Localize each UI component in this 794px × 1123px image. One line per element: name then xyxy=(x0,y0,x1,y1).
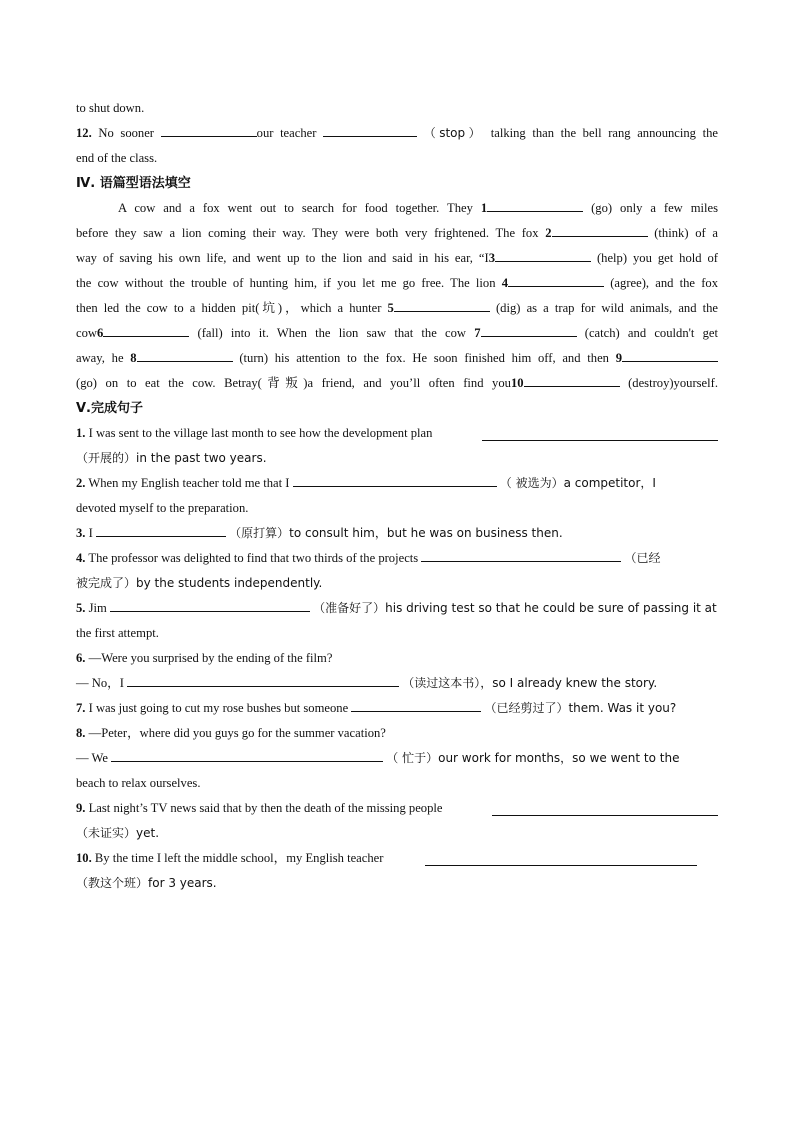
passage-line-3 xyxy=(76,246,718,271)
s5-q4-number: 4. xyxy=(76,551,86,565)
s5-q2-hint: （ 被选为）a competitor，I xyxy=(499,476,656,490)
s5-q6-line1 xyxy=(76,646,718,671)
s5-q10-line1 xyxy=(76,846,718,871)
blank-number-10: 10 xyxy=(510,376,524,390)
s5-q2-number: 2. xyxy=(76,476,86,490)
passage-blank-5[interactable] xyxy=(394,297,490,312)
passage-text: (go) on to eat the cow. Betray(背叛)a friend, and you’ll often find you xyxy=(76,376,511,390)
s5-q3-line xyxy=(76,521,718,546)
passage-text: (agree), and the fox xyxy=(610,276,719,290)
blank-number-4: 4 xyxy=(501,276,509,290)
s5-q10-number: 10. xyxy=(76,851,92,865)
q12-hint: （stop） xyxy=(423,126,485,140)
passage-blank-2[interactable] xyxy=(552,222,648,237)
s5-q1-text: I was sent to the village last month to see how the development plan xyxy=(88,426,433,440)
s5-q10-blank[interactable] xyxy=(425,851,697,866)
s5-q5-text: Jim xyxy=(88,601,107,615)
section5-title: Ⅴ.完成句子 xyxy=(76,401,143,416)
s5-q8-text: —Peter，where did you guys go for the summer vacation? xyxy=(88,726,386,740)
s5-q2-line1 xyxy=(76,471,718,496)
s5-q6-reply: — No，I xyxy=(76,676,124,690)
s5-q4-text: The professor was delighted to find that two thirds of the projects xyxy=(88,551,419,565)
s5-q6-line2 xyxy=(76,671,718,696)
s5-q1-number: 1. xyxy=(76,426,86,440)
q12-text-d: talking than the bell rang announcing the xyxy=(490,126,718,140)
q12-line1 xyxy=(76,121,718,146)
s5-q5-blank[interactable] xyxy=(110,597,310,612)
passage-text: (go) only a few miles xyxy=(591,201,719,215)
passage-line-5 xyxy=(76,296,718,321)
s5-q10-text: By the time I left the middle school，my English teacher xyxy=(94,851,384,865)
passage-text: (catch) and couldn't get xyxy=(584,326,718,340)
passage-line-1 xyxy=(76,196,718,221)
s5-q8-line3: beach to relax ourselves. xyxy=(76,776,201,790)
s5-q8-reply: — We xyxy=(76,751,108,765)
s5-q9-line1 xyxy=(76,796,718,821)
q11-tail-text: to shut down. xyxy=(76,101,145,115)
s5-q3-blank[interactable] xyxy=(96,522,226,537)
s5-q4-line1 xyxy=(76,546,718,571)
s5-q5-line2: the first attempt. xyxy=(76,626,159,640)
passage-text: then led the cow to a hidden pit(坑)，which a hunter xyxy=(76,301,382,315)
s5-q1-blank[interactable] xyxy=(482,426,718,441)
blank-number-2: 2 xyxy=(545,226,552,240)
s5-q2-line2: devoted myself to the preparation. xyxy=(76,501,249,515)
passage-text: (dig) as a trap for wild animals, and the xyxy=(495,301,718,315)
s5-q6-text: —Were you surprised by the ending of the film? xyxy=(88,651,333,665)
passage-line-2 xyxy=(76,221,718,246)
s5-q4-hint: （已经 xyxy=(624,551,661,565)
blank-number-1: 1 xyxy=(480,201,488,215)
s5-q5-number: 5. xyxy=(76,601,86,615)
s5-q8-line2 xyxy=(76,746,718,771)
passage-text: cow xyxy=(76,326,97,340)
passage-blank-8[interactable] xyxy=(137,347,233,362)
s5-q10-line2: （教这个班）for 3 years. xyxy=(76,876,217,890)
passage-text: (fall) into it. When the lion saw that the cow xyxy=(197,326,467,340)
q12-blank-2[interactable] xyxy=(323,122,417,137)
passage-blank-6[interactable] xyxy=(103,322,189,337)
s5-q3-hint: （原打算）to consult him，but he was on business then. xyxy=(229,526,563,540)
passage-text: (turn) his attention to the fox. He soon finished him off, and then xyxy=(239,351,609,365)
passage-text: (think) of a xyxy=(654,226,718,240)
q12-text-b: our teacher xyxy=(256,126,317,140)
passage-blank-4[interactable] xyxy=(508,272,604,287)
s5-q4-blank[interactable] xyxy=(421,547,621,562)
s5-q6-hint: （读过这本书），so I already knew the story. xyxy=(402,676,658,690)
passage-blank-7[interactable] xyxy=(481,322,577,337)
s5-q6-number: 6. xyxy=(76,651,86,665)
s5-q7-text: I was just going to cut my rose bushes but someone xyxy=(88,701,349,715)
s5-q7-hint: （已经剪过了）them. Was it you? xyxy=(484,701,677,715)
blank-number-8: 8 xyxy=(130,351,137,365)
passage-blank-1[interactable] xyxy=(487,197,583,212)
blank-number-3: 3 xyxy=(488,251,495,265)
passage-line-6 xyxy=(76,321,718,346)
passage-line-8 xyxy=(76,371,718,396)
q12-line2 xyxy=(76,146,718,171)
q11-continuation xyxy=(76,96,718,121)
blank-number-6: 6 xyxy=(96,326,104,340)
passage-text: (help) you get hold of xyxy=(596,251,718,265)
s5-q5-line1 xyxy=(76,596,718,621)
q12-number: 12. xyxy=(76,126,92,140)
blank-number-7: 7 xyxy=(474,326,481,340)
s5-q7-line xyxy=(76,696,718,721)
blank-number-9: 9 xyxy=(615,351,622,365)
s5-q1-line1 xyxy=(76,421,718,446)
passage-text: away, he xyxy=(76,351,124,365)
passage-text: (destroy)yourself. xyxy=(628,376,718,390)
passage-line-7 xyxy=(76,346,718,371)
passage-text: A cow and a fox went out to search for food together. They xyxy=(118,201,473,215)
passage-line-4 xyxy=(76,271,718,296)
s5-q9-text: Last night’s TV news said that by then the death of the missing people xyxy=(88,801,443,815)
s5-q3-number: 3. xyxy=(76,526,86,540)
q12-text-e: end of the class. xyxy=(76,151,158,165)
worksheet-page xyxy=(76,96,718,896)
s5-q7-number: 7. xyxy=(76,701,86,715)
passage-blank-3[interactable] xyxy=(495,247,591,262)
passage-text: way of saving his own life, and went up to the lion and said in his ear, “I xyxy=(76,251,489,265)
s5-q9-number: 9. xyxy=(76,801,86,815)
s5-q2-text: When my English teacher told me that I xyxy=(88,476,290,490)
passage-blank-9[interactable] xyxy=(622,347,718,362)
s5-q9-blank[interactable] xyxy=(492,801,718,816)
s5-q8-hint: （ 忙于）our work for months，so we went to the xyxy=(386,751,680,765)
s5-q8-line1 xyxy=(76,721,718,746)
s5-q6-blank[interactable] xyxy=(127,672,399,687)
passage-text: before they saw a lion coming their way. They were both very frightened. The fox xyxy=(76,226,539,240)
s5-q8-number: 8. xyxy=(76,726,86,740)
s5-q5-hint: （准备好了）his driving test so that he could be sure of passing it at xyxy=(313,601,717,615)
passage-text: the cow without the trouble of hunting him, if you let me go free. The lion xyxy=(76,276,496,290)
q12-blank-1[interactable] xyxy=(161,122,257,137)
passage-blank-10[interactable] xyxy=(524,372,620,387)
blank-number-5: 5 xyxy=(387,301,394,315)
q12-text-a: No sooner xyxy=(98,126,154,140)
s5-q8-blank[interactable] xyxy=(111,747,383,762)
s5-q2-blank[interactable] xyxy=(293,472,497,487)
s5-q7-blank[interactable] xyxy=(351,697,481,712)
s5-q9-line2: （未证实）yet. xyxy=(76,826,160,840)
s5-q4-line2: 被完成了）by the students independently. xyxy=(76,576,323,590)
s5-q1-line2: （开展的）in the past two years. xyxy=(76,451,267,465)
section4-title: Ⅳ. 语篇型语法填空 xyxy=(76,176,191,191)
s5-q3-text: I xyxy=(88,526,93,540)
